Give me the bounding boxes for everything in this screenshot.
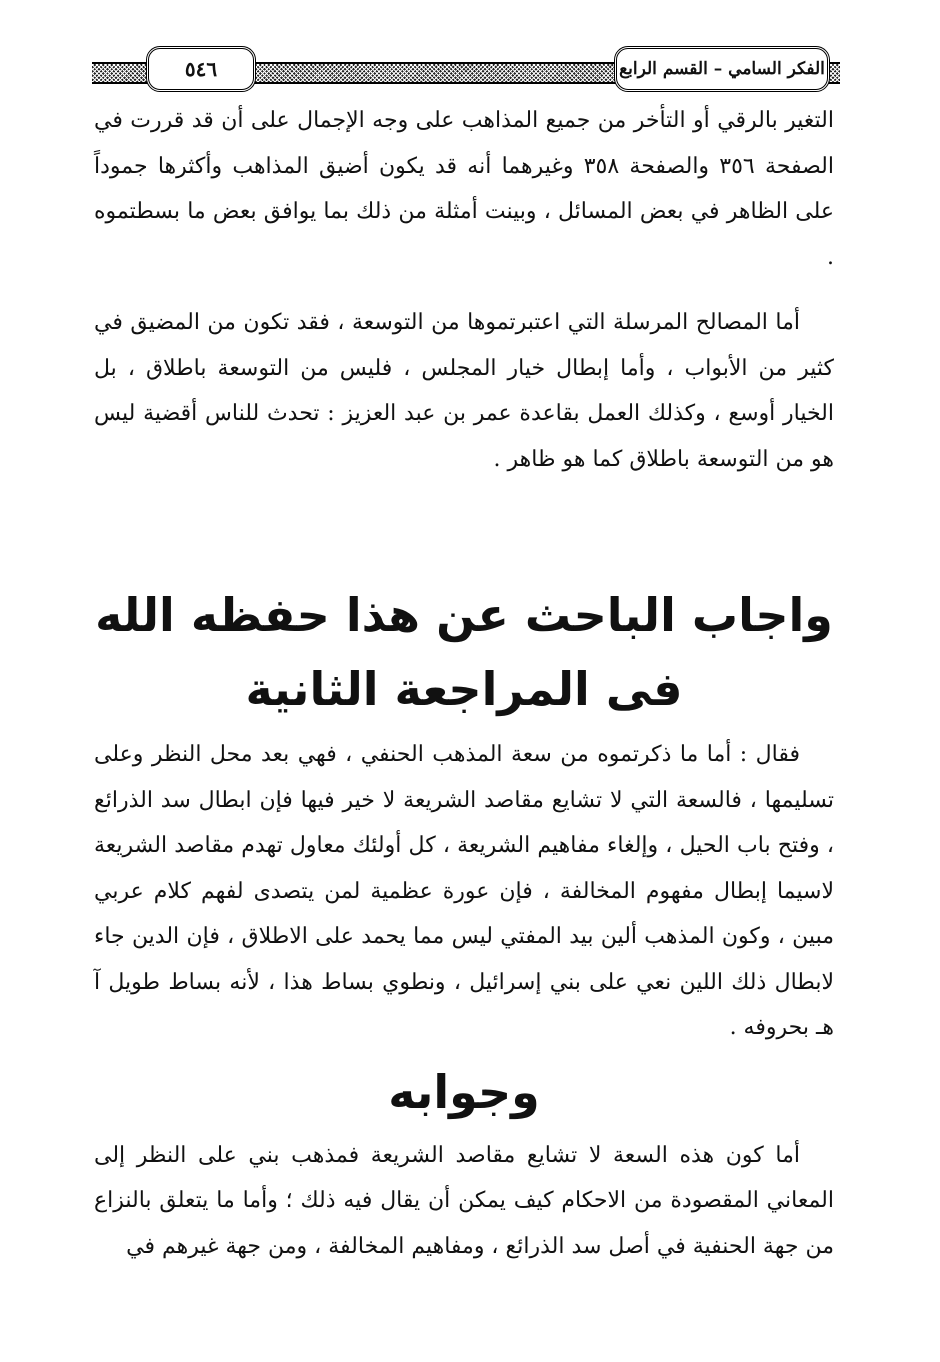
page-body [94,98,834,1269]
running-title: الفكر السامي – القسم الرابع [614,46,830,92]
paragraph-answer-text: أما كون هذه السعة لا تشايع مقاصد الشريعة فمذهب بني على النظر إلى المعاني المقصودة من الاحكام كيف يمكن أن يقال فيه ذلك ؛ وأما ما يتعلق بالنزاع من جهة الحنفية في أصل سد الذرائع ، ومفاهيم المخالفة ، ومن جهة غيرهم في [94,1142,834,1259]
paragraph-reply [94,732,834,1051]
paragraph-reply-text: فقال : أما ما ذكرتموه من سعة المذهب الحنفي ، فهي بعد محل النظر وعلى تسليمها ، فالسعة التي لا تشايع مقاصد الشريعة لا خير فيها فإن ابطال سد الذرائع ، وفتح باب الحيل ، وإلغاء مفاهيم الشريعة ، كل أولئك معاول تهدم مقاصد الشريعة لاسيما إبطال مفهوم المخالفة ، فإن عورة عظمية لمن يتصدى لفهم كلام عربي مبين ، وكون المذهب ألين بيد المفتي ليس مما يحمد على الاطلاق ، فإن الدين جاء لابطال ذلك اللين نعي على بني إسرائيل ، ونطوي بساط هذا ، لأنه بساط طويل آ هـ بحروفه . [94,742,834,1040]
paragraph-continuation: التغير بالرقي أو التأخر من جميع المذاهب على وجه الإجمال على أن قد قررت في الصفحة ٣٥٦ والصفحة ٣٥٨ وغيرهما أنه قد يكون أضيق المذاهب وأكثرها جموداً على الظاهر في بعض المسائل ، وبينت أمثلة من ذلك بما يوافق بعض ما بسطتموه . [94,108,834,270]
page-number: ٥٤٦ [146,46,256,92]
section-heading-main: واجاب الباحث عن هذا حفظه الله فى المراجعة الثانية [95,588,833,716]
page-header [92,40,840,90]
paragraph-maslaha [94,300,834,482]
paragraph-answer [94,1133,834,1270]
section-heading-answer: وجوابه [388,1064,540,1119]
paragraph-maslaha-text: أما المصالح المرسلة التي اعتبرتموها من التوسعة ، فقد تكون من المضيق في كثير من الأبواب ، وأما إبطال خيار المجلس ، فليس من التوسعة باطلاق ، بل الخيار أوسع ، وكذلك العمل بقاعدة عمر بن عبد العزيز : تحدث للناس أقضية ليس هو من التوسعة باطلاق كما هو ظاهر . [94,310,834,472]
